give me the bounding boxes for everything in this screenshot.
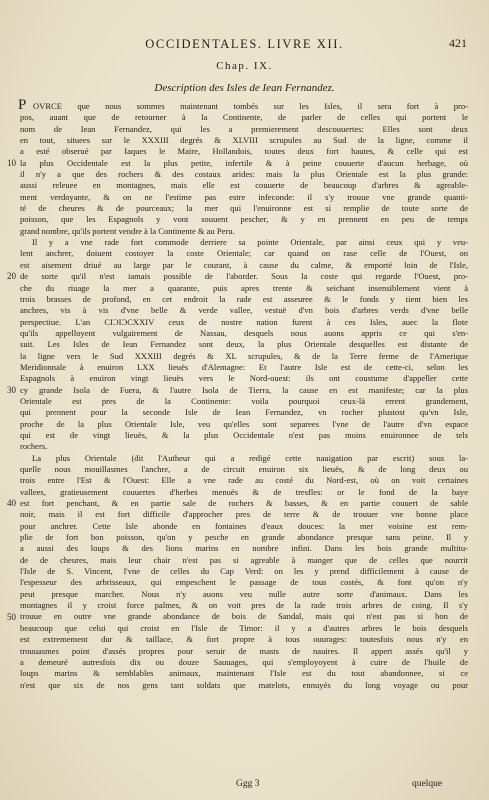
text-line: OVRCE que nous sommes maintenant tombés sur les Isles, il sera fort à pro- [33,101,468,111]
text-line: Orientale est pres de la Continente: voila pourquoi ceux-là errent grandement, [20,395,468,406]
text-line: té de cheures & de pourceaux; la mer qui l'enuironne est si remplie de toute sorte de [20,203,468,214]
text-line: lent anchrer, doiuent costoyer la coste Orientale; car quand on rase celle de l'Ouest, on [20,248,468,259]
text-line: quelle nous mouillasmes l'anchre, a de circuit enuiron six lieuës, & de long deux ou [20,464,468,474]
text-line: de sorte qu'il n'est iamais possible de l'aborder. Sous la coste qui regarde l'Ouest, pro- [20,271,468,282]
text-line: peut presque marcher. Nous n'y auons veu nulle autre sorte d'animaux. Dans les [20,588,468,599]
text-line: est extremement dur & taillace, & fort propre à tous ouurages: toutesfois nous n'y en [20,634,468,645]
text-line: suit. Les Isles de Iean Fernandez sont deux, la plus Orientale desquelles est distante de [20,339,468,350]
body-text [7,97,468,691]
text-line: poisson, que les Espagnols y vont souuent pescher, & y en prennent en peu de temps [20,214,468,225]
text-line: trois brasses de profond, en cet endroit la rade est asseuree & le fonds y tient bien les [20,293,468,304]
text-line: est aisement driué au large par le courant, à cause du calme, & emporté loin de l'Isle, [20,259,468,270]
line-number-margin: 20 [7,271,16,282]
text-line: qui est de vingt lieuës, & la plus Occidentale n'est pas moins enuironnee de tels [20,429,468,440]
text-line: a esté obserué par Iaques le Maire, Hollandois, toutes deux fort hautes, & celle qui est [20,146,468,157]
text-line: montagnes il y croist force palmes, & on voit pres de la rade trois arbres de coing. Il s'y [20,600,468,611]
text-line: a aussi des loups & des lions marins en nombre infini. Dans les bois grande multitu- [20,543,468,554]
text-line: a demeuré autresfois dix ou douze Sauuages, qui s'employoyent à cuire de l'huile de [20,656,468,667]
line-number-margin: 40 [7,498,16,509]
text-line: l'espesseur des arbrisseaux, qui empeschent le passage de tous costés, & font qu'on n'y [20,577,468,588]
text-line: qu'ils appelloyent vulgairement de Nassau, desquels nous auons appris ce qui s'en- [20,327,468,338]
line-number-margin: 30 [7,384,16,395]
text-line: de de cheures, mais leur chair n'est pas si agreable à manger que de celles que nourrit [20,554,468,565]
text-line: aussi releuee en montagnes, mais elle est couuerte de beaucoup d'arbres & agreable- [20,180,468,191]
text-line: loups marins & semblables animaux, maintenant l'Isle est du tout abandonnee, si ce [20,668,468,679]
text-line: ment verdoyante, & on ne l'estime pas estre infeconde: il s'y trouue vne grande quanti- [20,191,468,202]
text-line: nom de Iean Fernandez, qui les a premierement descouuertes: Elles sont deux [20,123,468,134]
drop-cap: P [18,97,27,113]
text-line: n'est que six de nos gens tant soldats que matelots, ennuyés du long voyage ou pour [20,679,468,690]
catchword: quelque [412,779,443,789]
text-line: Il y a vne rade fort commode derriere sa pointe Orientale, par ainsi ceux qui y veu- [32,237,468,248]
text-line: est fort penchant, & en partie sale de rochers & basses, & en partie couuert de sable [20,498,468,509]
text-line: pos, auant que de retourner à la Continente, de parler de celles qui portent le [20,112,468,123]
text-line: il n'y a que des rochers & des costaux arides: mais la plus Orientale est la plus grande: [20,169,468,180]
text-line: beaucoup que celui qui croist en l'Isle de Timor: il y a d'autres arbres le bois desquels [20,622,468,633]
line-number-margin: 50 [7,611,16,622]
text-line: proche de la plus Orientale Isle, veu qu'elles sont separees l'vne de l'autre d'vn espace [20,418,468,429]
text-line: perspectiue. L'an CIƆIƆCXXIV ceux de nostre nation furent à ces Isles, auec la flote [20,316,468,327]
text-line: pour anchrer. Cette Isle abonde en fontaines d'eaux douces: la mer voisine est rem- [20,520,468,531]
text-line: plie de fort bon poisson, qu'on y pesche en grande abondance presque sans peine. Il y [20,532,468,543]
text-line: qui prennent pour la seconde Isle de Iean Fernandez, vn rocher plustost qu'vn Isle, [20,407,468,418]
text-line: trouue en outre vne grande abondance de bois de Sandal, mais qui n'est pas si bon de [20,611,468,622]
text-line: che du riuage la mer a quarante, puis apres trente & seichant insensiblement vient à [20,282,468,293]
text-line: trouuasmes point d'assés propres pour seruir de masts de nauires. Il appert assés qu'il y [20,645,468,656]
text-line: noir, mais il est fort difficile d'approcher pres de terre & de trouuer vne bonne place [20,509,468,520]
text-line: Espagnols à enuiron vingt lieuës vers le Nord-ouest: ils ont coustume d'appeller cette [20,373,468,384]
text-line: anchres, vis à vis d'vne belle & verde vallee, vestuë d'vn bois d'arbres verds d'vne belle [20,305,468,316]
line-number-margin: 10 [7,157,16,168]
chapter-heading: Chap. IX. [216,60,273,72]
text-line: La plus Orientale (dit l'Autheur qui a redigé cette nauigation par escrit) sous la- [32,452,468,463]
text-line: grand nombre, qu'ils portent vendre à la Continente & au Peru. [20,225,235,236]
text-line: vallees, gratieusement couuertes d'herbes menuës & de tresfles: or le fond de la baye [20,486,468,497]
text-line: Meridionnale à enuiron LXX lieuës d'Alemagne: Et l'autre Isle est de cette-ci, selon les [20,361,468,372]
signature-mark: Ggg 3 [236,779,260,789]
page-number: 421 [449,36,467,50]
text-line: la plus Occidentale est la plus petite, infertile & à peine couuerte d'aucun herbage, où [20,157,468,168]
text-line: la ligne vers le Sud XXXIII degrés & XL scrupules, & de la Terre ferme de l'Amerique [20,350,468,361]
chapter-title: Description des Isles de Iean Fernandez. [154,82,335,94]
text-line: cy grande Isola de Fuera, & l'autre Isola de Tierra, la cause en est manifeste; car la plus [20,384,468,395]
text-line: trois entre l'Est & l'Ouest: Elle a vne rade au costé du Nord-est, où on voit certaines [20,475,468,486]
running-head: OCCIDENTALES. LIVRE XII. [145,37,344,51]
text-line: en tout, situees sur le XXXIII degrés & XLVIII scrupules au Sud de la ligne, comme il [20,135,468,146]
text-line: l'Isle de S. Vincent, l'vne de celles du Cap Verd: on les y prend difficilement à cause de [20,566,468,577]
text-line: rochers. [20,441,48,452]
